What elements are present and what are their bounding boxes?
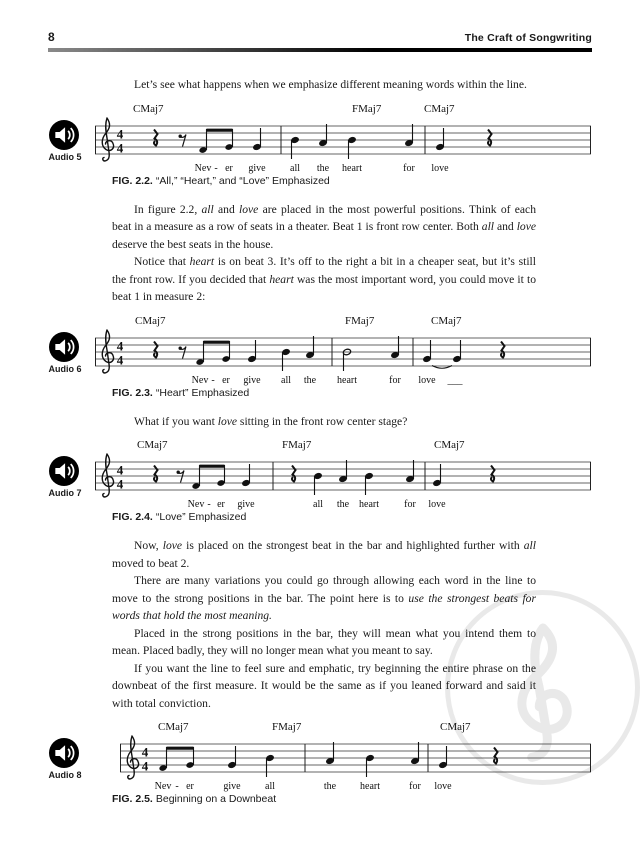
italic-text-run: all bbox=[523, 539, 536, 552]
lyric-syllable: er bbox=[186, 781, 194, 792]
audio-cue-7 bbox=[48, 436, 95, 523]
lyric-syllable: - bbox=[207, 499, 211, 510]
figure-caption bbox=[112, 511, 592, 523]
lyric-syllable: heart bbox=[359, 499, 379, 510]
text-run: and bbox=[494, 220, 517, 233]
lyric-syllable: Nev bbox=[187, 499, 205, 510]
lyric-syllable: ___ bbox=[447, 374, 463, 386]
text-run: Now, bbox=[134, 539, 163, 552]
lyric-syllable: love bbox=[431, 162, 449, 174]
lyric-syllable: love bbox=[418, 374, 436, 386]
chord-label: CMaj7 bbox=[135, 314, 166, 327]
chord-label: CMaj7 bbox=[431, 314, 462, 327]
lyric-syllable: give bbox=[223, 781, 241, 792]
speaker-glyph bbox=[51, 122, 77, 148]
lyric-syllable: for bbox=[409, 781, 421, 792]
lyric-syllable: - bbox=[211, 374, 215, 386]
lyric-syllable: for bbox=[389, 374, 401, 386]
paragraph-group-1 bbox=[48, 201, 592, 306]
paragraph-love-front-row bbox=[112, 413, 536, 431]
text-run: is on beat 3. It’s off to the right a bit in a cheaper seat, but it’s still the front row. If you decided that bbox=[112, 255, 536, 286]
speaker-glyph bbox=[51, 740, 77, 766]
page-number: 8 bbox=[48, 30, 55, 44]
lyric-syllable: all bbox=[281, 374, 291, 386]
chord-label: CMaj7 bbox=[158, 721, 189, 733]
time-signature: 4 bbox=[116, 338, 124, 353]
chord-label: CMaj7 bbox=[434, 439, 465, 451]
lyric-syllable: heart bbox=[337, 374, 357, 386]
music-staff-fig-2-2 bbox=[95, 100, 592, 175]
paragraph-sure-emphatic bbox=[112, 660, 536, 713]
text-run: What if you want bbox=[134, 414, 218, 428]
quarter-rest bbox=[491, 466, 495, 482]
text-run: was the most important word, you could move it to beat 1 in measure 2: bbox=[112, 272, 536, 303]
italic-text-run: heart bbox=[269, 272, 294, 286]
italic-text-run: love bbox=[162, 539, 183, 552]
time-signature: 4 bbox=[116, 352, 124, 367]
lyric-syllable: - bbox=[214, 162, 218, 174]
music-column bbox=[95, 100, 592, 187]
lyric-syllable: give bbox=[237, 499, 255, 510]
audio-speaker-icon bbox=[49, 120, 79, 150]
text-run: Placed in the strong positions in the bar, they will mean what you intend them to mean. Placed badly, they will no longer mean what you meant to say. bbox=[112, 626, 536, 657]
italic-text-run: love bbox=[239, 202, 259, 216]
text-run: In figure 2.2, bbox=[134, 202, 202, 216]
caption-text: Beginning on a Downbeat bbox=[155, 793, 277, 805]
lyric-syllable: give bbox=[243, 374, 261, 386]
figure-2-5 bbox=[48, 718, 592, 805]
text-run: sitting in the front row center stage? bbox=[237, 414, 408, 428]
audio-label: Audio 6 bbox=[48, 363, 82, 374]
italic-text-run: all bbox=[201, 202, 214, 216]
text-run: is placed on the strongest beat in the bar and highlighted further with bbox=[182, 539, 524, 552]
quarter-rest bbox=[501, 341, 505, 357]
text-run: and bbox=[213, 202, 239, 216]
speaker-glyph bbox=[51, 458, 77, 484]
lyric-syllable: the bbox=[303, 374, 317, 386]
quarter-rest bbox=[154, 129, 158, 145]
text-run: There are many variations you could go through allowing each word in the line to move to the strong positions in the bar. The point here is to bbox=[112, 574, 536, 605]
paragraph-figure-2-2-discussion bbox=[112, 201, 536, 254]
time-signature: 4 bbox=[116, 140, 124, 155]
audio-speaker-icon bbox=[49, 332, 79, 362]
audio-speaker-icon bbox=[49, 738, 79, 768]
chord-label: CMaj7 bbox=[133, 102, 164, 115]
lyric-syllable: Nev bbox=[191, 374, 209, 386]
figure-caption bbox=[112, 175, 592, 187]
chord-label: FMaj7 bbox=[352, 102, 382, 115]
audio-cue-8 bbox=[48, 718, 95, 805]
speaker-glyph bbox=[51, 334, 77, 360]
caption-label: FIG. 2.4. bbox=[112, 511, 153, 523]
time-signature: 4 bbox=[116, 462, 124, 478]
caption-label: FIG. 2.2. bbox=[112, 174, 153, 187]
quarter-rest bbox=[488, 129, 492, 145]
figure-2-4 bbox=[48, 436, 592, 523]
italic-text-run: love bbox=[217, 414, 238, 428]
text-run: are placed in the most powerful positions. Think of each beat in a measure as a row of seats in a theater. Beat 1 is front row center. Both bbox=[112, 202, 536, 233]
chord-label: FMaj7 bbox=[345, 314, 375, 327]
lyric-syllable: - bbox=[175, 781, 179, 792]
page-header bbox=[0, 0, 640, 52]
quarter-rest bbox=[292, 466, 296, 482]
paragraph-variations bbox=[112, 572, 536, 625]
text-run: moved to beat 2. bbox=[112, 556, 190, 570]
chord-label: CMaj7 bbox=[424, 102, 455, 115]
chord-label: CMaj7 bbox=[137, 439, 168, 451]
lyric-syllable: er bbox=[225, 162, 233, 174]
audio-label: Audio 7 bbox=[48, 488, 82, 498]
text-run: If you want the line to feel sure and emphatic, try beginning the entire phrase on the downbeat of the first measure. It would be the same as if you leaned forward and said it with total conviction. bbox=[112, 661, 536, 710]
paragraph-intro bbox=[112, 76, 536, 94]
text-run: deserve the best seats in the house. bbox=[112, 237, 274, 251]
treble-clef-icon bbox=[102, 118, 113, 161]
lyric-syllable: the bbox=[336, 499, 350, 510]
quarter-rest bbox=[154, 341, 158, 357]
chord-label: CMaj7 bbox=[440, 721, 471, 733]
lyric-syllable: give bbox=[248, 162, 266, 174]
paragraph-heart-beat-3 bbox=[112, 253, 536, 306]
audio-label: Audio 5 bbox=[48, 151, 82, 162]
caption-label: FIG. 2.3. bbox=[112, 386, 153, 399]
lyric-syllable: all bbox=[313, 499, 323, 510]
lyric-syllable: the bbox=[316, 162, 330, 174]
audio-speaker-icon bbox=[49, 456, 79, 486]
paragraph-placed-positions bbox=[112, 625, 536, 660]
quarter-rest bbox=[494, 748, 498, 764]
time-signature: 4 bbox=[141, 744, 149, 760]
figure-2-2 bbox=[48, 100, 592, 187]
text-run: Notice that bbox=[134, 255, 190, 268]
music-staff-fig-2-5 bbox=[95, 718, 592, 793]
figure-2-3 bbox=[48, 312, 592, 399]
lyric-syllable: heart bbox=[342, 162, 362, 174]
lyric-syllable: love bbox=[434, 781, 452, 792]
treble-clef-icon bbox=[102, 454, 113, 497]
lyric-syllable: for bbox=[404, 499, 416, 510]
italic-text-run: heart bbox=[189, 255, 215, 268]
chord-label: FMaj7 bbox=[282, 439, 312, 451]
lyric-syllable: all bbox=[290, 162, 300, 174]
treble-clef-icon bbox=[127, 736, 138, 779]
time-signature: 4 bbox=[116, 476, 124, 492]
italic-text-run: love bbox=[516, 220, 537, 233]
book-title: The Craft of Songwriting bbox=[464, 32, 592, 44]
music-staff-fig-2-3 bbox=[95, 312, 592, 387]
caption-text: “All,” “Heart,” and “Love” Emphasized bbox=[155, 174, 330, 187]
text-run: Let’s see what happens when we emphasize different meaning words within the line. bbox=[134, 78, 527, 91]
lyric-syllable: for bbox=[403, 162, 415, 174]
treble-clef-icon bbox=[102, 330, 113, 373]
chord-label: FMaj7 bbox=[272, 721, 302, 733]
page-body bbox=[0, 52, 640, 805]
lyric-syllable: all bbox=[265, 781, 275, 792]
italic-text-run: all bbox=[481, 220, 495, 233]
time-signature: 4 bbox=[116, 126, 124, 141]
music-column bbox=[95, 718, 592, 805]
figure-caption bbox=[112, 793, 592, 805]
audio-cue-6 bbox=[48, 312, 95, 399]
music-staff-fig-2-4 bbox=[95, 436, 592, 511]
paragraph-love-strongest-beat bbox=[112, 537, 536, 572]
paragraph-group-2 bbox=[48, 537, 592, 712]
lyric-syllable: the bbox=[323, 781, 337, 792]
music-column bbox=[95, 436, 592, 523]
caption-label: FIG. 2.5. bbox=[112, 793, 153, 805]
quarter-rest bbox=[154, 466, 158, 482]
lyric-syllable: Nev bbox=[154, 781, 172, 792]
lyric-syllable: er bbox=[217, 499, 225, 510]
italic-text-run: use the strongest beats for words that hold the most meaning. bbox=[112, 591, 536, 622]
lyric-syllable: Nev bbox=[194, 162, 212, 174]
music-column bbox=[95, 312, 592, 399]
caption-text: “Love” Emphasized bbox=[155, 511, 247, 523]
lyric-syllable: love bbox=[428, 499, 446, 510]
audio-label: Audio 8 bbox=[48, 770, 82, 780]
lyric-syllable: er bbox=[222, 374, 230, 386]
time-signature: 4 bbox=[141, 758, 149, 774]
caption-text: “Heart” Emphasized bbox=[155, 386, 250, 399]
lyric-syllable: heart bbox=[360, 781, 380, 792]
figure-caption bbox=[112, 387, 592, 399]
audio-cue-5 bbox=[48, 100, 95, 187]
